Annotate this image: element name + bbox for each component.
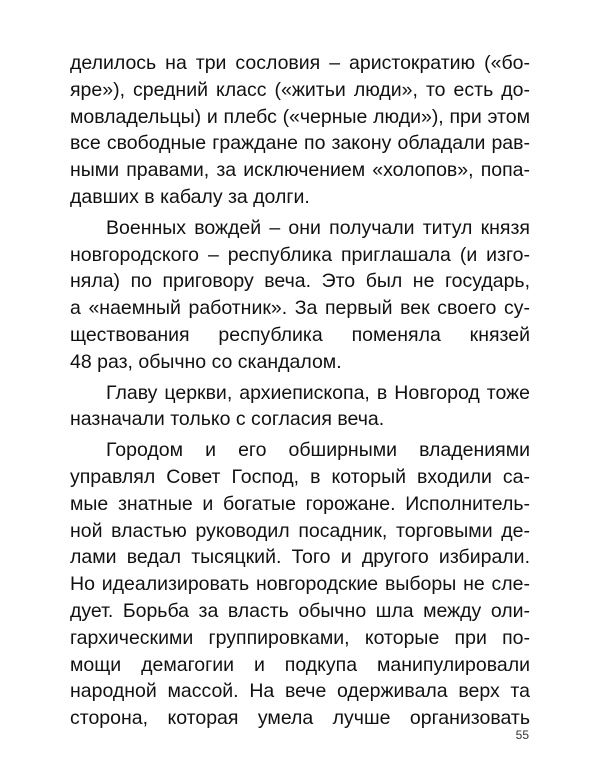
text-line: мовладельцы) и плебс («черные люди»), при этом <box>70 105 530 128</box>
text-line: гархическими группировками, которые при по- <box>70 626 530 649</box>
text-line: дует. Борьба за власть обычно шла между оли- <box>70 599 530 622</box>
text-line: ществования республика поменяла князей <box>70 323 530 346</box>
text-line: Военных вождей – они получали титул князя <box>106 216 530 239</box>
body-text <box>70 50 530 732</box>
text-line: Городом и его обширными владениями <box>106 439 530 462</box>
text-line: Главу церкви, архиепископа, в Новгород тоже <box>106 381 530 404</box>
text-line: назначали только с согласия веча. <box>70 408 385 431</box>
text-line: сторона, которая умела лучше организовать <box>70 707 530 730</box>
page-number: 55 <box>515 728 529 742</box>
text-line: делилось на три сословия – аристократию («бо- <box>70 52 530 74</box>
text-line: мощи демагогии и подкупа манипулировали <box>70 653 530 676</box>
text-line: Но идеализировать новгородские выборы не сле- <box>70 573 530 596</box>
text-line: управлял Совет Господ, в который входили са- <box>70 465 530 488</box>
text-line: яре»), средний класс («житьи люди», то есть до- <box>70 78 530 101</box>
text-line: няла) по приговору веча. Это был не государь, <box>70 270 530 293</box>
text-line: лами ведал тысяцкий. Того и другого избирали. <box>70 546 530 569</box>
text-line: все свободные граждане по закону обладали рав- <box>70 132 530 155</box>
text-line: 48 раз, обычно со скандалом. <box>70 350 342 373</box>
text-line: мые знатные и богатые горожане. Исполнитель- <box>70 492 530 515</box>
text-line: давших в кабалу за долги. <box>70 185 310 208</box>
text-line: ной властью руководил посадник, торговыми де- <box>70 519 530 542</box>
text-line: а «наемный работник». За первый век своего су- <box>70 297 530 320</box>
text-line: ными правами, за исключением «холопов», попа- <box>70 159 530 182</box>
text-line: новгородского – республика приглашала (и изго- <box>70 243 530 266</box>
text-line: народной массой. На вече одерживала верх та <box>70 680 530 703</box>
